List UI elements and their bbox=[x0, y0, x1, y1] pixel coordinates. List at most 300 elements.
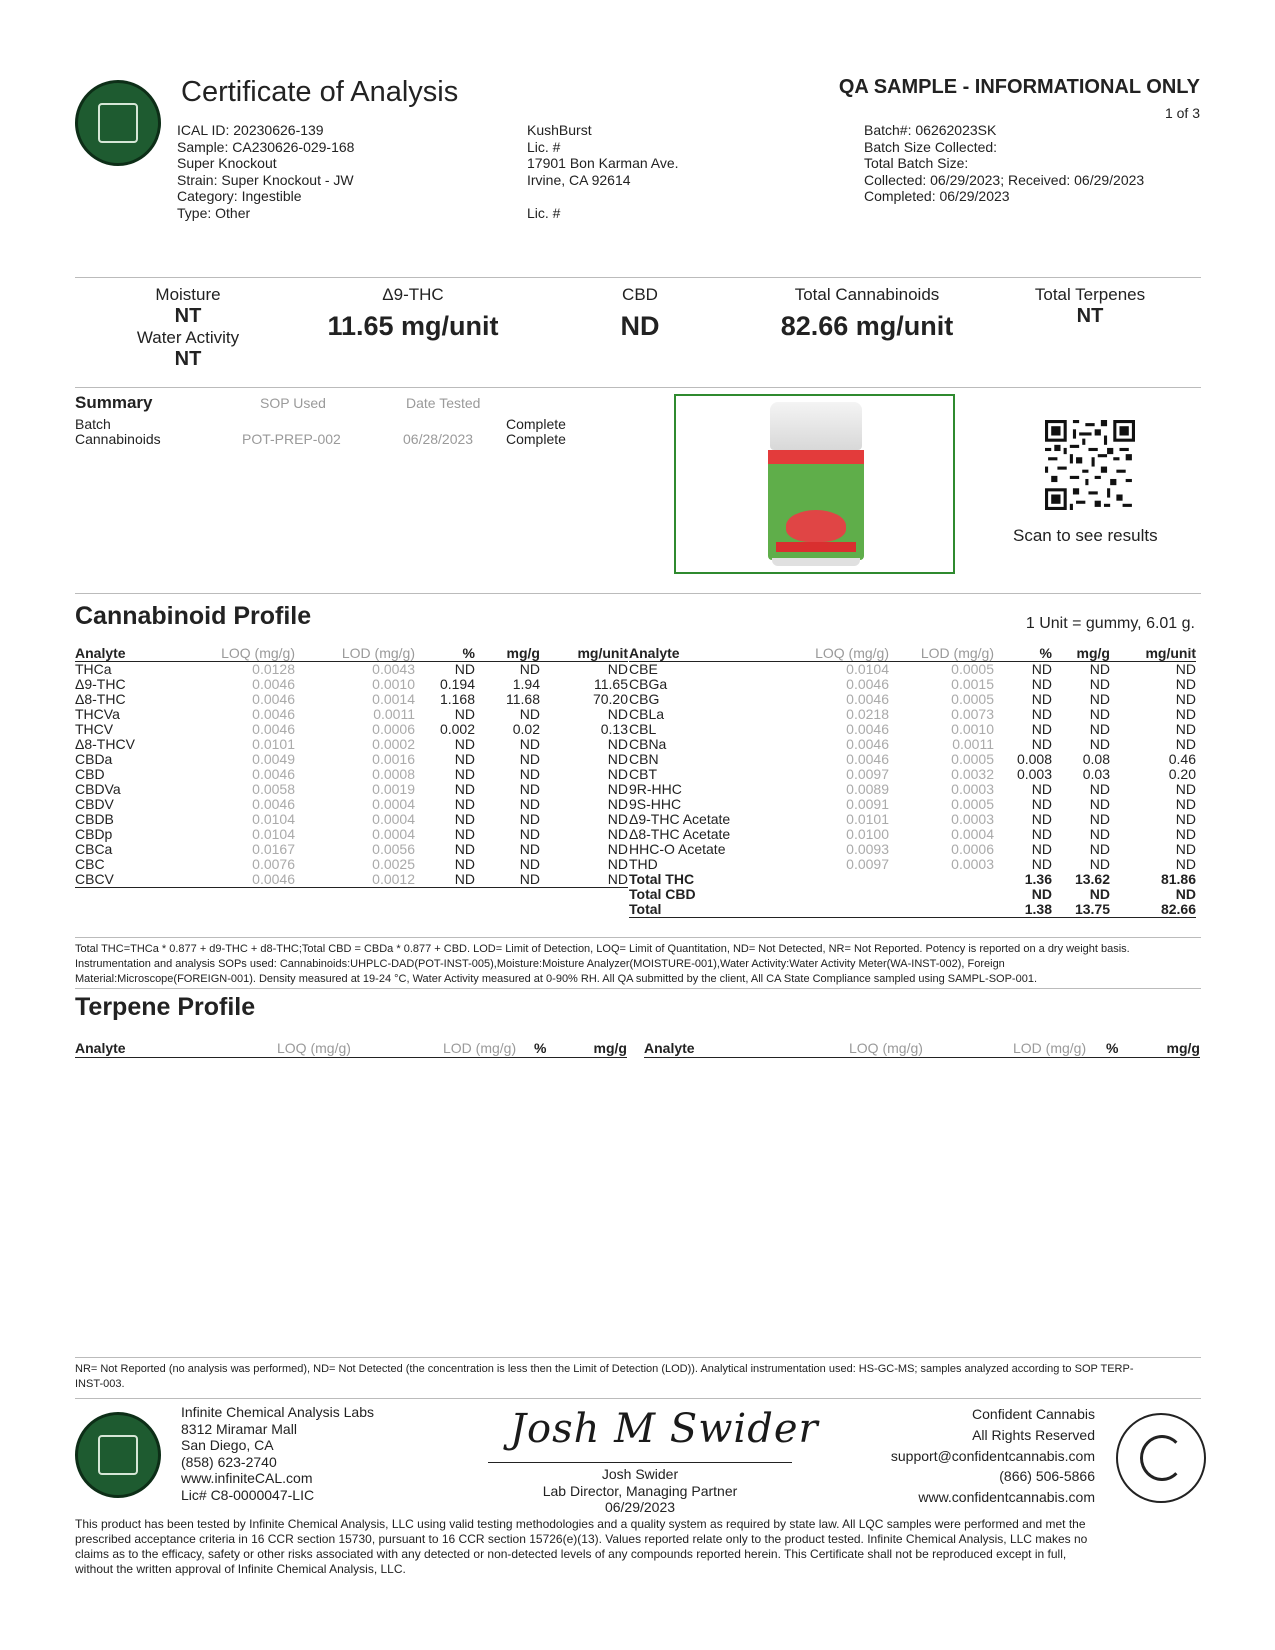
table-cell: CBCV bbox=[75, 872, 185, 888]
lab-address-line: Infinite Chemical Analysis Labs bbox=[181, 1404, 374, 1420]
column-header: Analyte bbox=[75, 1040, 126, 1056]
table-cell: HHC-O Acetate bbox=[629, 841, 726, 857]
column-header: LOD (mg/g) bbox=[295, 646, 415, 662]
table-cell: 0.0006 bbox=[951, 841, 994, 857]
terpene-profile-title: Terpene Profile bbox=[75, 993, 256, 1021]
table-cell: 0.0104 bbox=[252, 826, 295, 842]
column-header: % bbox=[415, 646, 475, 662]
lab-address-line: (858) 623-2740 bbox=[181, 1453, 277, 1470]
table-row bbox=[75, 812, 628, 827]
table-cell: ND bbox=[1031, 796, 1052, 812]
column-header: Analyte bbox=[644, 1040, 695, 1056]
table-cell: ND bbox=[540, 872, 628, 888]
table-cell: 0.0100 bbox=[846, 826, 889, 842]
table-cell: CBG bbox=[629, 691, 660, 707]
column-header: LOQ (mg/g) bbox=[849, 1040, 923, 1056]
table-row bbox=[75, 872, 628, 888]
table-row bbox=[75, 782, 628, 797]
table-cell: ND bbox=[1175, 736, 1196, 752]
client-info-line: KushBurst bbox=[527, 122, 592, 138]
table-row bbox=[629, 797, 1196, 812]
table-cell: 1.94 bbox=[512, 676, 540, 692]
column-header: LOQ (mg/g) bbox=[185, 646, 295, 662]
table-cell: Δ9-THC Acetate bbox=[629, 811, 731, 827]
footnote-line: Total THC=THCa * 0.877 + d9-THC + d8-THC;Total CBD = CBDa * 0.877 + CBD. LOD= Limit of Detection, LOQ= Limit of Quantitation, ND= Not Detected, NR= Not Reported. Potency is reported on a dry weight basis. bbox=[75, 943, 1130, 955]
table-cell: ND bbox=[415, 872, 475, 888]
table-cell: ND bbox=[519, 766, 540, 782]
table-cell: 0.194 bbox=[439, 676, 475, 692]
terpene-header-left bbox=[75, 1040, 627, 1058]
column-header: % bbox=[1106, 1040, 1119, 1056]
table-cell: 0.008 bbox=[1016, 751, 1052, 767]
d9-thc-value: 11.65 mg/unit bbox=[327, 311, 499, 341]
table-cell: CBDVa bbox=[75, 781, 121, 797]
table-cell: ND bbox=[519, 751, 540, 767]
table-row bbox=[75, 752, 628, 767]
signer-line: 06/29/2023 bbox=[604, 1499, 676, 1516]
batch-info-line: Completed: 06/29/2023 bbox=[864, 188, 1010, 205]
table-cell: ND bbox=[607, 736, 628, 752]
table-row bbox=[629, 857, 1196, 872]
table-cell: ND bbox=[1175, 856, 1196, 872]
table-cell: 1.38 bbox=[994, 902, 1052, 918]
table-cell: CBN bbox=[629, 751, 659, 767]
client-info bbox=[527, 122, 679, 222]
table-cell: ND bbox=[519, 841, 540, 857]
table-row bbox=[75, 722, 628, 737]
product-image bbox=[674, 394, 955, 574]
table-cell: 0.0046 bbox=[185, 872, 295, 888]
table-cell: 0.0019 bbox=[372, 781, 415, 797]
table-cell: ND bbox=[519, 811, 540, 827]
cbd-value: ND bbox=[620, 311, 660, 341]
sample-info-line: ICAL ID: 20230626-139 bbox=[177, 122, 324, 138]
table-row bbox=[629, 662, 1196, 678]
table-cell: ND bbox=[1089, 811, 1110, 827]
table-cell: 0.0218 bbox=[846, 706, 889, 722]
table-row bbox=[75, 737, 628, 752]
table-cell: CBLa bbox=[629, 706, 665, 722]
table-cell: Δ8-THC Acetate bbox=[629, 826, 731, 842]
column-header: Analyte bbox=[629, 646, 779, 662]
column-header: LOQ (mg/g) bbox=[779, 646, 889, 662]
table-cell: 0.0046 bbox=[252, 721, 295, 737]
table-cell: CBNa bbox=[629, 736, 667, 752]
table-cell: 1.36 bbox=[1024, 871, 1052, 887]
table-cell: 0.0046 bbox=[252, 706, 295, 722]
table-cell bbox=[889, 887, 994, 902]
cc-email-link[interactable]: support@confidentcannabis.com bbox=[890, 1447, 1095, 1464]
table-row bbox=[629, 722, 1196, 737]
table-cell: ND bbox=[1175, 661, 1196, 677]
table-row bbox=[629, 887, 1196, 902]
sample-info-line: Sample: CA230626-029-168 bbox=[177, 138, 355, 155]
date-column-header: Date Tested bbox=[406, 395, 481, 411]
table-cell: 82.66 bbox=[1110, 902, 1196, 918]
batch-info-line: Batch#: 06262023SK bbox=[864, 122, 997, 138]
table-cell: 9S-HHC bbox=[629, 796, 682, 812]
table-cell: Total CBD bbox=[629, 886, 696, 902]
cc-contact bbox=[891, 1404, 1095, 1508]
table-row bbox=[629, 782, 1196, 797]
table-cell: 0.0046 bbox=[846, 736, 889, 752]
summary-row-name: Batch bbox=[75, 416, 111, 432]
table-cell: ND bbox=[1089, 886, 1110, 902]
table-cell: ND bbox=[1031, 886, 1052, 902]
table-cell: ND bbox=[1175, 721, 1196, 737]
column-header: LOD (mg/g) bbox=[889, 646, 994, 662]
table-cell: ND bbox=[1089, 736, 1110, 752]
table-cell: ND bbox=[607, 796, 628, 812]
sample-info-line: Type: Other bbox=[177, 204, 251, 221]
table-cell: ND bbox=[475, 872, 540, 888]
table-cell: ND bbox=[607, 856, 628, 872]
column-header: mg/unit bbox=[1110, 646, 1196, 662]
table-cell: CBCa bbox=[75, 841, 113, 857]
page-number: 1 of 3 bbox=[1164, 105, 1200, 121]
table-cell: 0.0058 bbox=[252, 781, 295, 797]
table-cell: ND bbox=[1089, 856, 1110, 872]
table-cell: 13.62 bbox=[1074, 871, 1110, 887]
table-cell: 0.0005 bbox=[951, 751, 994, 767]
table-cell: ND bbox=[1031, 781, 1052, 797]
table-cell: ND bbox=[1089, 796, 1110, 812]
table-cell: 0.0008 bbox=[372, 766, 415, 782]
terpene-header-right bbox=[644, 1040, 1200, 1058]
table-cell: ND bbox=[1089, 841, 1110, 857]
table-row bbox=[629, 677, 1196, 692]
table-cell: CBDV bbox=[75, 796, 114, 812]
sample-info-line: Category: Ingestible bbox=[177, 188, 302, 205]
cc-line: All Rights Reserved bbox=[972, 1426, 1095, 1443]
summary-title: Summary bbox=[75, 393, 153, 412]
table-cell: 0.0010 bbox=[951, 721, 994, 737]
footnote-line: Material:Microscope(FOREIGN-001). Density measured at 19-24 °C, Water Activity measured at 0-90% RH. All QA submitted by the client, All CA State Compliance sampled using SAMPL-SOP-001. bbox=[75, 973, 1037, 985]
table-cell: 0.20 bbox=[1168, 766, 1196, 782]
table-cell: ND bbox=[1089, 781, 1110, 797]
table-cell: 0.0025 bbox=[372, 856, 415, 872]
table-cell: 0.0046 bbox=[252, 766, 295, 782]
table-cell: 0.0046 bbox=[252, 676, 295, 692]
table-cell: 0.0104 bbox=[846, 661, 889, 677]
summary-row bbox=[75, 431, 161, 447]
summary-row bbox=[75, 416, 111, 432]
table-row bbox=[75, 707, 628, 722]
signature-line bbox=[488, 1462, 792, 1463]
table-cell: 0.0005 bbox=[951, 796, 994, 812]
table-cell: 81.86 bbox=[1160, 871, 1196, 887]
table-cell: ND bbox=[1175, 886, 1196, 902]
summary-row-status: Complete bbox=[506, 416, 566, 432]
summary-row-status: Complete bbox=[506, 431, 566, 447]
scan-caption: Scan to see results bbox=[1013, 526, 1158, 545]
table-cell: 0.0014 bbox=[372, 691, 415, 707]
table-cell: 1.168 bbox=[439, 691, 475, 707]
cannabinoid-table-left bbox=[75, 646, 628, 888]
table-cell: 0.0097 bbox=[846, 766, 889, 782]
client-info-line: Irvine, CA 92614 bbox=[527, 171, 631, 188]
table-row bbox=[629, 842, 1196, 857]
table-cell: CBDa bbox=[75, 751, 113, 767]
table-row bbox=[75, 677, 628, 692]
cbd-metric bbox=[560, 285, 720, 342]
table-cell: 0.0046 bbox=[846, 691, 889, 707]
table-cell: Δ8-THCV bbox=[75, 736, 135, 752]
cc-website-link[interactable]: www.confidentcannabis.com bbox=[918, 1489, 1095, 1506]
total-cannabinoids-value: 82.66 mg/unit bbox=[780, 311, 954, 341]
batch-info-line: Collected: 06/29/2023; Received: 06/29/2023 bbox=[864, 171, 1145, 188]
batch-info-line: Batch Size Collected: bbox=[864, 138, 998, 155]
table-cell: 0.0091 bbox=[846, 796, 889, 812]
table-cell: 0.0006 bbox=[372, 721, 415, 737]
table-cell: ND bbox=[454, 661, 475, 677]
table-cell: ND bbox=[607, 661, 628, 677]
cc-line: Confident Cannabis bbox=[972, 1406, 1095, 1422]
table-cell: ND bbox=[1089, 826, 1110, 842]
disclaimer-line: claims as to the efficacy, safety or other risks associated with any detected or non-detected levels of any compounds reported herein. This Certificate shall not be reproduced except in full, bbox=[75, 1547, 1067, 1561]
moisture-value: NT bbox=[174, 305, 202, 327]
batch-info bbox=[864, 122, 1144, 205]
cannabinoid-footnote bbox=[75, 942, 1201, 987]
table-cell: ND bbox=[454, 811, 475, 827]
table-cell: 0.0097 bbox=[846, 856, 889, 872]
table-cell: 0.0003 bbox=[951, 811, 994, 827]
table-cell: 0.0004 bbox=[951, 826, 994, 842]
table-cell: 11.68 bbox=[506, 691, 540, 707]
table-cell: 0.0046 bbox=[846, 721, 889, 737]
total-terpenes-value: NT bbox=[1076, 305, 1104, 327]
table-cell: ND bbox=[1031, 736, 1052, 752]
table-cell bbox=[779, 872, 889, 887]
table-cell: 70.20 bbox=[592, 691, 628, 707]
table-row bbox=[75, 692, 628, 707]
disclaimer-line: This product has been tested by Infinite Chemical Analysis, LLC using valid testing methodologies and a quality system as required by state law. All LQC samples were performed and met the bbox=[75, 1517, 1086, 1531]
column-header: LOD (mg/g) bbox=[1013, 1040, 1087, 1056]
table-cell: ND bbox=[1089, 661, 1110, 677]
table-cell: ND bbox=[519, 781, 540, 797]
total-terpenes-metric bbox=[1010, 285, 1170, 328]
table-cell: CBL bbox=[629, 721, 657, 737]
table-cell: 0.0003 bbox=[951, 856, 994, 872]
lab-logo-footer bbox=[75, 1412, 161, 1498]
table-row bbox=[75, 827, 628, 842]
summary-row-name: Cannabinoids bbox=[75, 431, 161, 447]
table-cell: ND bbox=[454, 841, 475, 857]
sample-info bbox=[177, 122, 354, 222]
lab-address-line: 8312 Miramar Mall bbox=[181, 1420, 297, 1437]
disclaimer-line: without the written approval of Infinite Chemical Analysis, LLC. bbox=[75, 1562, 406, 1576]
table-row bbox=[629, 812, 1196, 827]
table-cell: 0.0093 bbox=[846, 841, 889, 857]
column-header: % bbox=[994, 646, 1052, 662]
table-row bbox=[629, 902, 1196, 918]
table-cell: 0.002 bbox=[439, 721, 475, 737]
table-cell: 0.0011 bbox=[373, 706, 415, 722]
sop-column-header: SOP Used bbox=[260, 395, 326, 411]
table-cell: 0.0101 bbox=[252, 736, 295, 752]
table-cell: 0.0032 bbox=[951, 766, 994, 782]
table-cell: 11.65 bbox=[594, 676, 628, 692]
column-header: LOD (mg/g) bbox=[443, 1040, 517, 1056]
table-cell: ND bbox=[519, 706, 540, 722]
cbd-label: CBD bbox=[622, 285, 658, 304]
total-cannabinoids-metric bbox=[752, 285, 982, 342]
table-cell: 0.0056 bbox=[372, 841, 415, 857]
water-activity-label: Water Activity bbox=[136, 328, 240, 347]
disclaimer bbox=[75, 1517, 1201, 1577]
table-cell: 0.02 bbox=[512, 721, 540, 737]
table-cell: ND bbox=[454, 706, 475, 722]
table-cell: 0.0016 bbox=[372, 751, 415, 767]
batch-info-line: Total Batch Size: bbox=[864, 155, 969, 172]
table-cell: ND bbox=[607, 841, 628, 857]
table-cell: ND bbox=[1031, 826, 1052, 842]
table-cell: 0.0046 bbox=[252, 796, 295, 812]
table-row bbox=[629, 707, 1196, 722]
summary-row-sop: POT-PREP-002 bbox=[242, 431, 341, 447]
lab-logo bbox=[75, 80, 161, 166]
footnote-line: NR= Not Reported (no analysis was performed), ND= Not Detected (the concentration is less then the Limit of Detection (LOD)). Analytical instrumentation used: HS-GC-MS; samples analyzed according to SOP TERP- bbox=[75, 1363, 1134, 1375]
table-cell: 0.0012 bbox=[295, 872, 415, 888]
table-cell: 0.0046 bbox=[846, 676, 889, 692]
page-title: Certificate of Analysis bbox=[181, 76, 459, 108]
table-cell: 0.0005 bbox=[951, 661, 994, 677]
total-terpenes-label: Total Terpenes bbox=[1034, 285, 1146, 304]
table-cell: 0.0015 bbox=[951, 676, 994, 692]
client-info-line: 17901 Bon Karman Ave. bbox=[527, 155, 679, 172]
table-cell bbox=[779, 887, 889, 902]
table-cell: 0.0043 bbox=[372, 661, 415, 677]
table-cell: 0.0128 bbox=[252, 661, 295, 677]
table-cell: ND bbox=[454, 736, 475, 752]
table-cell: ND bbox=[607, 781, 628, 797]
table-row bbox=[629, 872, 1196, 887]
table-cell: ND bbox=[519, 796, 540, 812]
disclaimer-line: prescribed acceptance criteria in 16 CCR section 15730, pursuant to 16 CCR section 15726(e)(13). Values reported relate only to the product tested. Infinite Chemical Analysis, LLC makes no bbox=[75, 1532, 1088, 1546]
lab-address-line: San Diego, CA bbox=[181, 1437, 274, 1454]
confident-cannabis-logo bbox=[1116, 1413, 1206, 1503]
table-cell: Δ9-THC bbox=[75, 676, 126, 692]
table-row bbox=[75, 767, 628, 782]
table-cell: THD bbox=[629, 856, 658, 872]
client-info-line bbox=[527, 188, 679, 205]
table-cell: 0.0073 bbox=[951, 706, 994, 722]
table-cell: ND bbox=[1175, 811, 1196, 827]
table-cell: ND bbox=[607, 826, 628, 842]
table-cell: 9R-HHC bbox=[629, 781, 682, 797]
table-cell: ND bbox=[1175, 691, 1196, 707]
d9-thc-label: Δ9-THC bbox=[382, 285, 444, 304]
signer-line: Lab Director, Managing Partner bbox=[542, 1482, 738, 1499]
client-info-line: Lic. # bbox=[527, 204, 561, 221]
table-cell: CBE bbox=[629, 661, 658, 677]
table-row bbox=[75, 797, 628, 812]
table-cell: ND bbox=[1175, 796, 1196, 812]
table-cell: 0.0101 bbox=[846, 811, 889, 827]
cannabinoid-table-right bbox=[629, 646, 1196, 918]
table-cell: CBDp bbox=[75, 826, 113, 842]
table-cell: Δ8-THC bbox=[75, 691, 126, 707]
sample-info-line: Super Knockout bbox=[177, 155, 277, 172]
table-header-row bbox=[75, 646, 628, 662]
table-cell: 0.0046 bbox=[846, 751, 889, 767]
table-row bbox=[629, 827, 1196, 842]
table-cell: 0.0046 bbox=[252, 691, 295, 707]
column-header: mg/g bbox=[1052, 646, 1110, 662]
table-cell: ND bbox=[1175, 676, 1196, 692]
table-cell: ND bbox=[1089, 691, 1110, 707]
table-header-row bbox=[629, 646, 1196, 662]
table-cell: ND bbox=[454, 796, 475, 812]
table-cell: ND bbox=[607, 706, 628, 722]
table-cell: ND bbox=[1089, 721, 1110, 737]
summary-row-date: 06/28/2023 bbox=[403, 431, 474, 447]
table-cell: ND bbox=[1031, 706, 1052, 722]
table-cell: 0.0167 bbox=[252, 841, 295, 857]
table-cell: ND bbox=[1031, 691, 1052, 707]
table-cell: 0.0004 bbox=[372, 811, 415, 827]
terpene-footnote bbox=[75, 1362, 1201, 1392]
table-cell: ND bbox=[1031, 856, 1052, 872]
total-cannabinoids-label: Total Cannabinoids bbox=[794, 285, 940, 304]
table-cell: 0.0049 bbox=[252, 751, 295, 767]
table-cell bbox=[889, 902, 994, 918]
table-cell: CBGa bbox=[629, 676, 668, 692]
table-cell: 0.03 bbox=[1082, 766, 1110, 782]
table-cell bbox=[889, 872, 994, 887]
table-row bbox=[75, 662, 628, 678]
table-row bbox=[629, 752, 1196, 767]
table-cell: ND bbox=[607, 751, 628, 767]
table-cell: ND bbox=[1175, 781, 1196, 797]
table-cell: 0.0002 bbox=[372, 736, 415, 752]
lab-address-line: Lic# C8-0000047-LIC bbox=[181, 1486, 315, 1503]
table-cell: 0.003 bbox=[1016, 766, 1052, 782]
table-cell: ND bbox=[454, 781, 475, 797]
d9-thc-metric bbox=[303, 285, 523, 342]
table-cell: 0.46 bbox=[1168, 751, 1196, 767]
table-cell: 0.0010 bbox=[372, 676, 415, 692]
table-cell: ND bbox=[1031, 676, 1052, 692]
table-cell: THCVa bbox=[75, 706, 120, 722]
table-cell: ND bbox=[454, 751, 475, 767]
qr-code[interactable] bbox=[1045, 420, 1135, 510]
qa-banner: QA SAMPLE - INFORMATIONAL ONLY bbox=[838, 76, 1200, 98]
table-cell: ND bbox=[607, 811, 628, 827]
cc-line: (866) 506-5866 bbox=[999, 1468, 1095, 1485]
lab-address-line: www.infiniteCAL.com bbox=[181, 1470, 313, 1487]
table-cell: ND bbox=[1089, 676, 1110, 692]
table-cell: CBDB bbox=[75, 811, 114, 827]
table-row bbox=[75, 857, 628, 872]
table-cell: 0.0004 bbox=[372, 796, 415, 812]
table-cell: CBC bbox=[75, 856, 105, 872]
table-cell: ND bbox=[519, 856, 540, 872]
column-header: mg/g bbox=[593, 1040, 627, 1056]
table-cell: Total bbox=[629, 902, 779, 918]
table-cell: ND bbox=[1031, 841, 1052, 857]
column-header: mg/g bbox=[1166, 1040, 1200, 1056]
table-row bbox=[629, 767, 1196, 782]
signer-block bbox=[488, 1466, 792, 1516]
table-cell: ND bbox=[454, 766, 475, 782]
table-cell: THCV bbox=[75, 721, 114, 737]
table-cell: 0.0089 bbox=[846, 781, 889, 797]
table-cell: 0.0003 bbox=[951, 781, 994, 797]
column-header: mg/g bbox=[475, 646, 540, 662]
table-cell: 0.0011 bbox=[952, 736, 994, 752]
table-cell: THCa bbox=[75, 661, 112, 677]
